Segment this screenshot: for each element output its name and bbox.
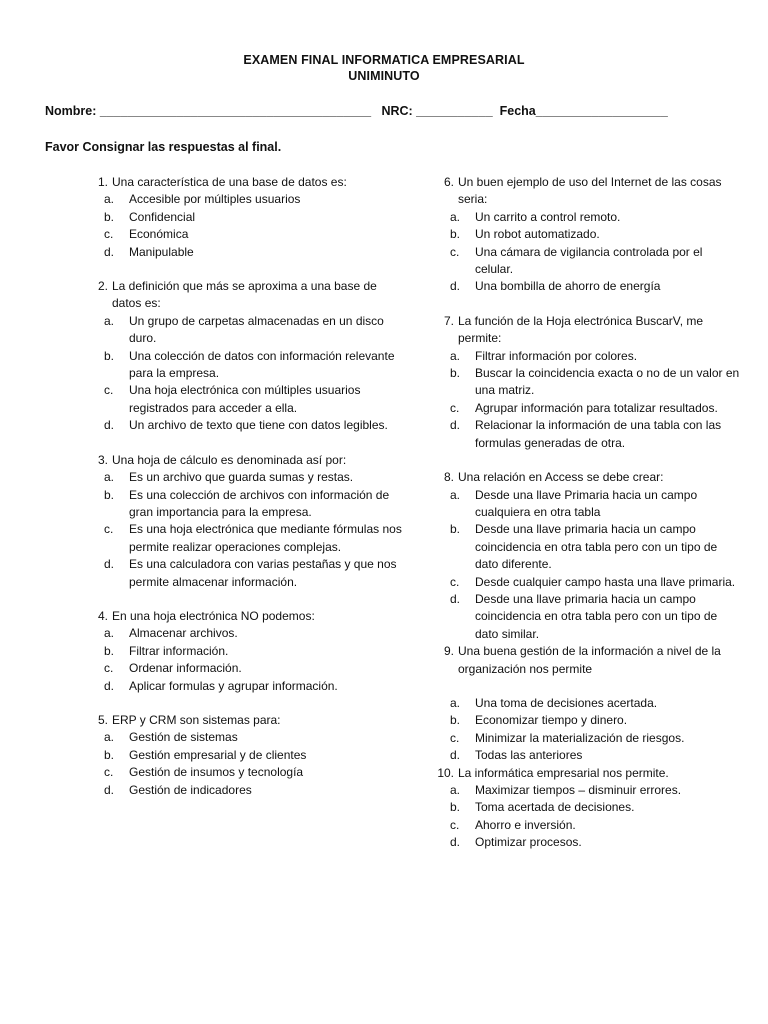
option-item <box>430 417 740 452</box>
option-letter: d. <box>450 418 461 433</box>
question-number: 1. <box>97 175 108 189</box>
question-text: La función de la Hoja electrónica BuscarV, me permite: <box>458 313 704 346</box>
option-text: Filtrar información. <box>129 643 229 658</box>
option-letter: a. <box>104 626 115 641</box>
question-6 <box>430 174 740 209</box>
option-item <box>430 695 740 712</box>
question-text: Un buen ejemplo de uso del Internet de las cosas seria: <box>458 175 722 207</box>
question-4 <box>84 608 404 625</box>
fecha-blank[interactable]: ___________________ <box>535 104 668 118</box>
option-item <box>430 817 740 834</box>
question-8 <box>430 469 740 486</box>
option-item <box>84 729 404 746</box>
option-item <box>84 313 404 348</box>
option-text: Minimizar la materialización de riesgos. <box>475 730 685 745</box>
option-text: Aplicar formulas y agrupar información. <box>129 678 338 693</box>
question-text: Una hoja de cálculo es denominada así por: <box>112 452 347 467</box>
option-letter: d. <box>104 418 115 433</box>
question-number: 8. <box>443 470 454 485</box>
question-9-options <box>430 695 740 765</box>
option-item <box>84 521 404 556</box>
option-letter: b. <box>104 747 115 762</box>
option-letter: c. <box>104 765 114 780</box>
option-item <box>430 574 740 591</box>
option-item <box>430 226 740 243</box>
option-text: Una bombilla de ahorro de energía <box>475 279 661 294</box>
question-number: 5. <box>97 712 108 727</box>
option-text: Un carrito a control remoto. <box>475 209 621 224</box>
question-2 <box>84 278 404 313</box>
option-letter: d. <box>104 244 115 259</box>
option-text: Relacionar la información de una tabla con las formulas generadas de otra. <box>475 418 722 450</box>
option-letter: c. <box>104 522 114 537</box>
option-text: Es una calculadora con varias pestañas y que nos permite almacenar información. <box>129 557 397 589</box>
option-letter: c. <box>104 661 114 676</box>
option-letter: d. <box>104 782 115 797</box>
question-text: La definición que más se aproxima a una base de datos es: <box>112 279 377 311</box>
nrc-label: NRC: <box>381 104 413 118</box>
option-text: Un grupo de carpetas almacenadas en un disco duro. <box>129 313 384 346</box>
option-item <box>84 678 404 695</box>
option-item <box>84 660 404 677</box>
option-text: Desde una llave Primaria hacia un campo cualquiera en otra tabla <box>475 487 698 519</box>
nombre-blank[interactable]: _______________________________________ <box>99 104 372 118</box>
option-text: Economizar tiempo y dinero. <box>475 713 628 728</box>
option-text: Gestión de insumos y tecnología <box>129 765 304 780</box>
exam-title: EXAMEN FINAL INFORMATICA EMPRESARIAL <box>243 53 525 67</box>
option-item <box>84 747 404 764</box>
question-10 <box>430 765 740 782</box>
option-letter: a. <box>104 470 115 485</box>
option-letter: d. <box>450 748 461 763</box>
option-text: Toma acertada de decisiones. <box>475 800 635 815</box>
option-text: Confidencial <box>129 209 196 224</box>
option-item <box>430 747 740 764</box>
option-item <box>84 556 404 591</box>
option-item <box>430 400 740 417</box>
question-text: Una relación en Access se debe crear: <box>458 470 664 485</box>
option-letter: c. <box>450 817 460 832</box>
option-text: Maximizar tiempos – disminuir errores. <box>475 783 682 797</box>
question-8-options <box>430 487 740 644</box>
option-item <box>84 226 404 243</box>
option-text: Una hoja electrónica con múltiples usuarios registrados para acceder a ella. <box>129 383 361 415</box>
option-item <box>84 643 404 660</box>
option-text: Una colección de datos con información relevante para la empresa. <box>129 348 395 381</box>
option-item <box>430 521 740 573</box>
option-letter: b. <box>450 227 461 242</box>
question-text: Una buena gestión de la información a nivel de la organización nos permite <box>458 644 721 676</box>
option-text: Almacenar archivos. <box>129 626 238 641</box>
question-1 <box>84 174 404 191</box>
question-number: 2. <box>97 279 108 294</box>
question-number: 9. <box>443 644 454 659</box>
option-item <box>84 487 404 522</box>
option-item <box>430 712 740 729</box>
option-text: Optimizar procesos. <box>475 835 582 850</box>
question-6-options <box>430 209 740 296</box>
question-number: 10. <box>437 765 454 780</box>
option-letter: a. <box>104 730 115 745</box>
option-text: Un archivo de texto que tiene con datos legibles. <box>129 418 388 433</box>
option-text: Una toma de decisiones acertada. <box>475 695 658 710</box>
option-item <box>430 348 740 365</box>
option-letter: b. <box>450 522 461 537</box>
fecha-label: Fecha <box>499 104 536 118</box>
option-text: Buscar la coincidencia exacta o no de un valor en una matriz. <box>475 366 740 398</box>
nombre-label: Nombre: <box>45 104 97 118</box>
institution-name: UNIMINUTO <box>348 69 420 83</box>
option-text: Un robot automatizado. <box>475 227 600 242</box>
option-letter: a. <box>450 348 461 363</box>
option-item <box>84 625 404 642</box>
option-letter: c. <box>104 227 114 242</box>
question-1-options <box>84 191 404 261</box>
option-text: Es una hoja electrónica que mediante fórmulas nos permite realizar operaciones complejas. <box>129 522 402 554</box>
option-item <box>84 469 404 486</box>
option-item <box>430 487 740 522</box>
option-letter: a. <box>450 783 461 797</box>
question-number: 3. <box>97 452 108 467</box>
question-2-options <box>84 313 404 435</box>
option-letter: c. <box>104 383 114 398</box>
questions-left-column <box>84 174 404 799</box>
option-text: Ordenar información. <box>129 661 242 676</box>
option-letter: a. <box>104 313 115 328</box>
option-letter: b. <box>104 348 115 363</box>
option-text: Agrupar información para totalizar resultados. <box>475 400 718 415</box>
question-10-options <box>430 782 740 852</box>
option-item <box>84 209 404 226</box>
option-text: Manipulable <box>129 244 194 259</box>
question-5 <box>84 712 404 729</box>
option-letter: b. <box>450 366 461 381</box>
option-letter: d. <box>450 279 461 294</box>
option-text: Desde una llave primaria hacia un campo coincidencia en otra tabla pero con un tipo de dato diferente. <box>475 522 718 572</box>
question-number: 6. <box>443 175 454 189</box>
option-letter: a. <box>104 192 115 207</box>
student-fields-row <box>45 104 668 118</box>
option-text: Desde cualquier campo hasta una llave primaria. <box>475 574 736 589</box>
option-letter: d. <box>104 557 115 572</box>
option-item <box>430 591 740 643</box>
option-item <box>84 348 404 383</box>
question-3-options <box>84 469 404 591</box>
option-text: Todas las anteriores <box>475 748 583 763</box>
option-text: Es una colección de archivos con información de gran importancia para la empresa. <box>129 487 390 519</box>
question-number: 4. <box>97 608 108 623</box>
option-item <box>430 834 740 851</box>
option-item <box>430 730 740 747</box>
option-letter: b. <box>104 209 115 224</box>
question-4-options <box>84 625 404 695</box>
option-letter: a. <box>450 487 461 502</box>
instruction-text: Favor Consignar las respuestas al final. <box>45 140 282 154</box>
option-text: Una cámara de vigilancia controlada por el celular. <box>475 244 703 277</box>
option-item <box>84 764 404 781</box>
option-letter: c. <box>450 574 460 589</box>
option-text: Es un archivo que guarda sumas y restas. <box>129 470 354 485</box>
question-3 <box>84 452 404 469</box>
question-5-options <box>84 729 404 799</box>
option-item <box>430 782 740 799</box>
option-letter: c. <box>450 400 460 415</box>
option-text: Económica <box>129 227 189 242</box>
option-text: Accesible por múltiples usuarios <box>129 192 301 207</box>
question-text: ERP y CRM son sistemas para: <box>112 712 281 727</box>
option-text: Gestión empresarial y de clientes <box>129 747 307 762</box>
option-item <box>84 382 404 417</box>
option-letter: c. <box>450 730 460 745</box>
option-item <box>430 278 740 295</box>
option-text: Desde una llave primaria hacia un campo coincidencia en otra tabla pero con un tipo de dato similar. <box>475 591 718 641</box>
option-item <box>84 191 404 208</box>
option-letter: d. <box>450 835 461 850</box>
option-letter: d. <box>104 678 115 693</box>
option-letter: b. <box>104 487 115 502</box>
question-text: Una característica de una base de datos es: <box>112 175 347 189</box>
option-letter: d. <box>450 591 461 606</box>
question-9 <box>430 643 740 678</box>
option-letter: a. <box>450 695 461 710</box>
nrc-blank[interactable]: ___________ <box>416 104 493 118</box>
option-letter: b. <box>450 800 461 815</box>
option-item <box>430 365 740 400</box>
option-item <box>84 417 404 434</box>
option-text: Gestión de indicadores <box>129 782 252 797</box>
question-text: En una hoja electrónica NO podemos: <box>112 608 315 623</box>
question-7 <box>430 313 740 348</box>
questions-right-column <box>430 174 740 852</box>
option-letter: a. <box>450 209 461 224</box>
option-item <box>430 209 740 226</box>
question-text: La informática empresarial nos permite. <box>458 765 669 780</box>
option-letter: c. <box>450 244 460 259</box>
option-item <box>430 244 740 279</box>
option-item <box>84 782 404 799</box>
option-text: Filtrar información por colores. <box>475 348 638 363</box>
question-7-options <box>430 348 740 452</box>
question-number: 7. <box>443 313 454 328</box>
option-letter: b. <box>104 643 115 658</box>
option-letter: b. <box>450 713 461 728</box>
option-text: Gestión de sistemas <box>129 730 238 745</box>
option-text: Ahorro e inversión. <box>475 817 576 832</box>
option-item <box>84 244 404 261</box>
option-item <box>430 799 740 816</box>
